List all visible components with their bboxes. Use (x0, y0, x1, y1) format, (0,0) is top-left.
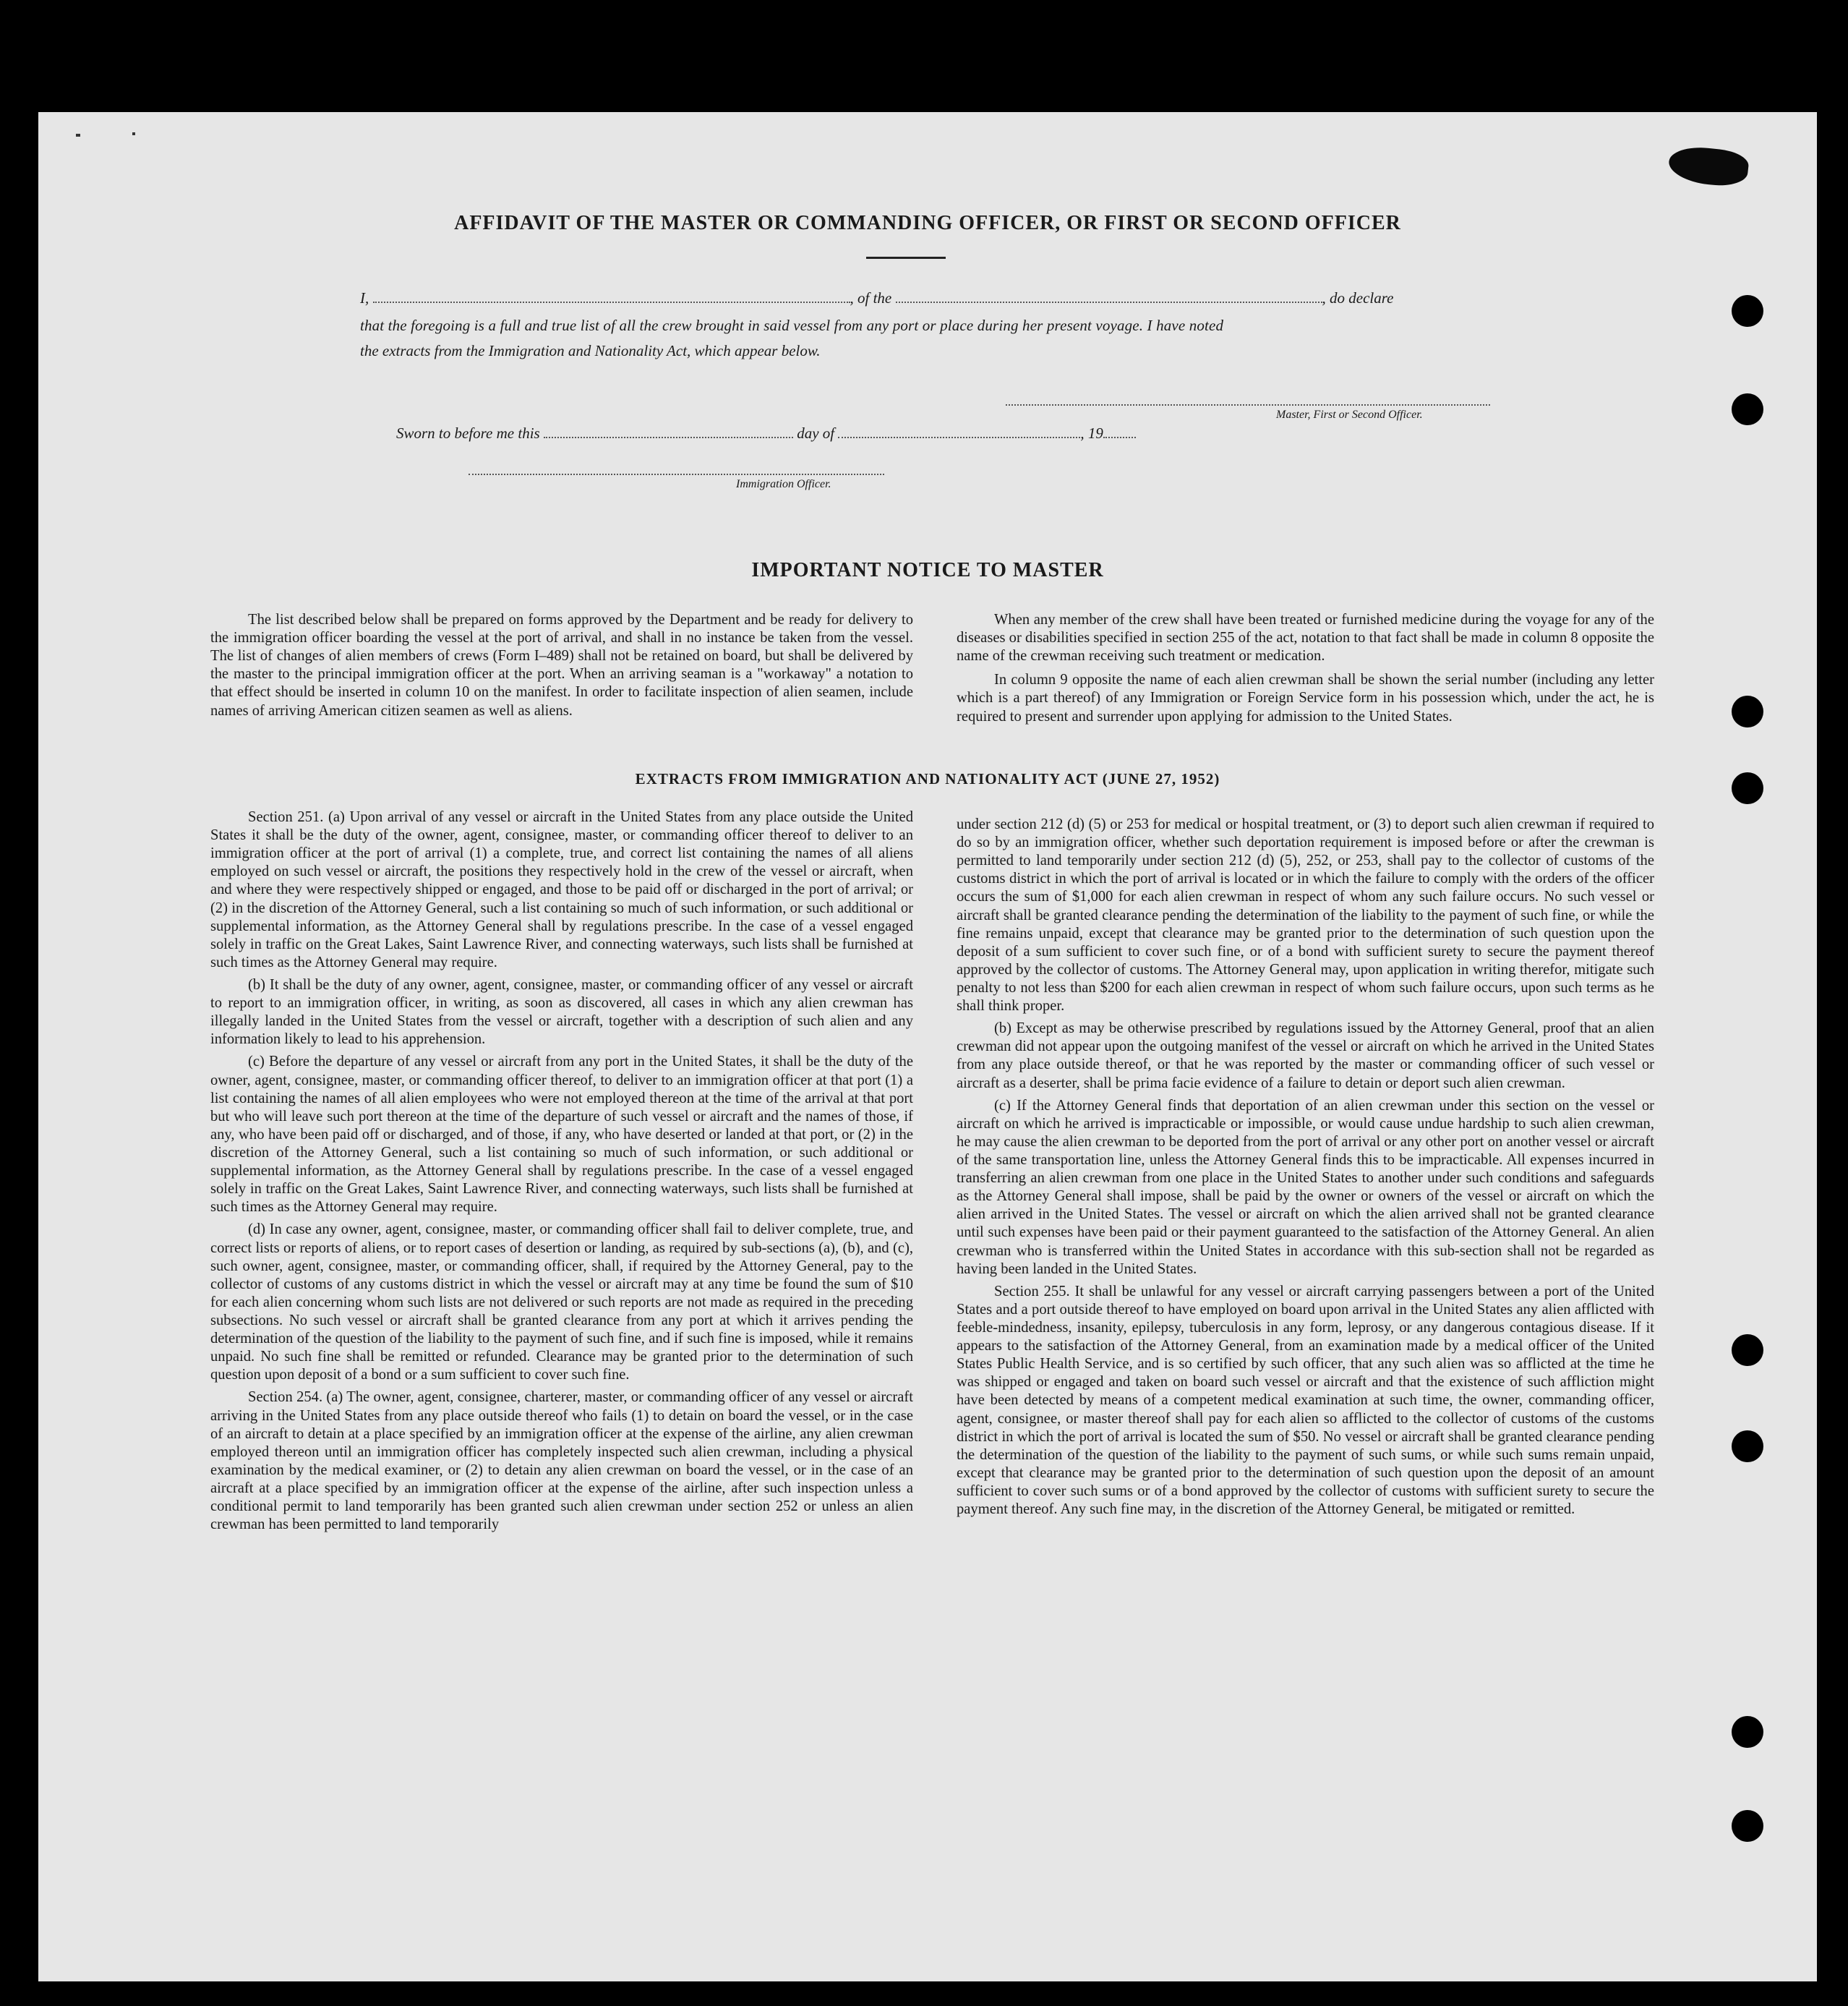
sworn-line (396, 424, 1136, 443)
section-251-a: Section 251. (a) Upon arrival of any vessel or aircraft in the United States from any place outside the United States it shall be the duty of the owner, agent, consignee, master, or commanding officer thereof to deliver to an immigration officer at the port of arrival (1) a complete, true, and correct list containing the names of all aliens employed on such vessel or aircraft, the positions they respectively hold in the crew of the vessel or aircraft, when and where they were respectively shipped or engaged, and those to be paid off or discharged in the port of arrival; or (2) in the discretion of the Attorney General, such a list containing so much of such information, or such additional or supplemental information, as the Attorney General shall by regulations prescribe. In the case of a vessel engaged solely in traffic on the Great Lakes, Saint Lawrence River, and connecting waterways, such lists shall be furnished at such times as the Attorney General may require. (210, 809, 913, 970)
notice-title: IMPORTANT NOTICE TO MASTER (751, 559, 1104, 581)
notice-right-paragraph-2: In column 9 opposite the name of each alien crewman shall be shown the serial number (including any letter which is a part thereof) of any Immigration or Foreign Service form in his possession which, under the act, he is required to present and surrender upon applying for admission to the United States. (957, 672, 1654, 725)
declaration-line-2: that the foregoing is a full and true list of all the crew brought in said vessel from any port or place during her present voyage. I have noted (360, 317, 1224, 334)
officer-signature-line (469, 474, 884, 475)
immigration-officer-caption: Immigration Officer. (736, 478, 831, 490)
section-254-a: Section 254. (a) The owner, agent, consignee, charterer, master, or commanding officer of any vessel or aircraft arriving in the United States from any place outside thereof who fails (1) to detain on board the vessel, or in the case of an aircraft to detain at a place specified by an immigration officer at the expense of the airline, any alien crewman employed thereon until an immigration officer has completely inspected such alien crewman, including a physical examination by the medical examiner, or (2) to detain any alien crewman on board the vessel, or in the case of an aircraft at a place specified by an immigration officer at the expense of the airline, after such inspection unless a conditional permit to land temporarily has been granted such alien crewman under section 252 or unless an alien crewman has been permitted to land temporarily (210, 1389, 913, 1533)
punch-hole (1732, 393, 1763, 425)
document-page (38, 112, 1817, 1981)
section-254-c: (c) If the Attorney General finds that deportation of an alien crewman under this section on the vessel or aircraft on which he arrived is impracticable or impossible, or would cause undue hardship to such alien crewman, he may cause the alien crewman to be deported from the port of arrival or any other port on another vessel or aircraft of the same transportation line, unless the Attorney General finds this to be impracticable. All expenses incurred in transferring an alien crewman from one place in the United States to another under such conditions and safeguards as the Attorney General shall impose, shall be paid by the owner or owners of the vessel or aircraft on which the alien arrived in the United States. The vessel or aircraft on which the alien arrived shall not be granted clearance until such expenses have been paid or their payment guaranteed to the satisfaction of the Attorney General. An alien crewman who is transferred within the United States in accordance with this sub-section shall not be regarded as having been landed in the United States. (957, 1097, 1654, 1277)
notice-right-column (957, 611, 1654, 730)
master-signature-line (1006, 404, 1490, 406)
title-rule (866, 257, 946, 259)
vessel-blank (896, 291, 1322, 303)
do-declare-label: , do declare (1322, 289, 1394, 307)
punch-hole (1732, 696, 1763, 727)
speck (132, 132, 135, 135)
declaration-line-3: the extracts from the Immigration and Nationality Act, which appear below. (360, 342, 821, 359)
section-251-b: (b) It shall be the duty of any owner, agent, consignee, master, or commanding officer of any vessel or aircraft to report to an immigration officer, in writing, as soon as discovered, all cases in which any alien crewman has illegally landed in the United States from the vessel or aircraft, together with a description of such alien and any information likely to lead to his apprehension. (210, 976, 913, 1048)
name-blank (373, 291, 850, 303)
punch-hole (1732, 1716, 1763, 1748)
extracts-left-column (210, 808, 913, 1538)
sworn-label: Sworn to before me this (396, 424, 540, 442)
punch-hole (1732, 1810, 1763, 1842)
section-254-b: (b) Except as may be otherwise prescribed by regulations issued by the Attorney General, proof that an alien crewman did not appear upon the outgoing manifest of the vessel or aircraft on which he arrived in the United States from any place outside thereof, or that he was reported by the master or commanding officer of such vessel or aircraft as a deserter, shall be prima facie evidence of a failure to detain or deport such alien crewman. (957, 1020, 1654, 1091)
ink-smudge (1667, 144, 1750, 188)
declaration-i: I, (360, 289, 369, 307)
notice-left-column (210, 611, 913, 725)
extracts-title: EXTRACTS FROM IMMIGRATION AND NATIONALITY ACT (JUNE 27, 1952) (635, 770, 1220, 788)
affidavit-title: AFFIDAVIT OF THE MASTER OR COMMANDING OFFICER, OR FIRST OR SECOND OFFICER (454, 212, 1401, 234)
section-251-c: (c) Before the departure of any vessel or aircraft from any port in the United States, it shall be the duty of the owner, agent, consignee, master, or commanding officer thereof, to deliver to an immigration officer at that port (1) a list containing the names of all alien employees who were not employed thereon at the time of the arrival at that port but who will leave such port thereon at the time of the departure of such vessel or aircraft and the names of those, if any, who have been paid off or discharged, and of those, if any, who have deserted or landed at that port, or (2) in the discretion of the Attorney General, such a list containing so much of such information, or such additional or supplemental information, as the Attorney General shall by regulations prescribe. In the case of a vessel engaged solely in traffic on the Great Lakes, Saint Lawrence River, and connecting waterways, such lists shall be furnished at such times as the Attorney General may require. (210, 1054, 913, 1216)
punch-hole (1732, 1430, 1763, 1462)
section-254-a-continued: under section 212 (d) (5) or 253 for medical or hospital treatment, or (3) to deport such alien crewman if required to do so by an immigration officer, whether such deportation requirement is imposed before or after the crewman is permitted to land temporarily under section 212 (d) (5), 252, or 253, shall pay to the collector of customs of the customs district in which the port of arrival is located or in which the failure to comply with the orders of the officer occurs the sum of $1,000 for each alien crewman in respect of whom any such failure occurs. No such vessel or aircraft shall be granted clearance pending the determination of the liability to the payment of such fine, or while the fine remains unpaid, except that clearance may be granted prior to the determination of such question upon the deposit of a sum sufficient to cover such fine, or of a bond with sufficient surety to secure the payment thereof approved by the collector of customs. The Attorney General may, upon application in writing therefor, mitigate such penalty to not less than $200 for each alien crewman in respect of whom such failure occurs, upon such terms as he shall think proper. (957, 816, 1654, 1015)
month-blank (838, 427, 1080, 438)
punch-hole (1732, 295, 1763, 327)
notice-left-paragraph: The list described below shall be prepared on forms approved by the Department and be ready for delivery to the immigration officer boarding the vessel at the port of arrival, and shall in no instance be taken from the vessel. The list of changes of alien members of crews (Form I–489) shall not be retained on board, but shall be delivered by the master to the principal immigration officer at the port. When an arriving seaman is a "workaway" a notation to that effect should be inserted in column 10 on the manifest. In order to facilitate inspection of alien seamen, include names of arriving American citizen seamen as well as aliens. (210, 612, 913, 719)
year-blank (1103, 427, 1136, 438)
declaration-line (360, 289, 1531, 307)
extracts-right-column (957, 816, 1654, 1523)
day-of-label: day of (797, 424, 835, 442)
sworn-day-blank (544, 427, 793, 438)
section-251-d: (d) In case any owner, agent, consignee, master, or commanding officer shall fail to deliver complete, true, and correct lists or reports of aliens, or to report cases of desertion or landing, as required by sub-sections (a), (b), and (c), such owner, agent, consignee, master, or commanding officer, shall, if required by the Attorney General, pay to the collector of customs of any customs district in which the vessel or aircraft may at any time be found the sum of $10 for each alien concerning whom such lists are not delivered or such reports are not made as required in the preceding subsections. No such vessel or aircraft shall be granted clearance from any port at which it arrives pending the determination of the question of the liability to the payment of such fine, and if such fine is imposed, while it remains unpaid. No such fine shall be remitted or refunded. Clearance may be granted prior to the determination of such question upon deposit of a bond or a sum sufficient to cover such fine. (210, 1221, 913, 1383)
section-255: Section 255. It shall be unlawful for any vessel or aircraft carrying passengers between a port of the United States and a port outside thereof to have employed on board upon arrival in the United States any alien afflicted with feeble-mindedness, insanity, epilepsy, tuberculosis in any form, leprosy, or any dangerous contagious disease. If it appears to the satisfaction of the Attorney General, from an examination made by a medical officer of the United States Public Health Service, and is so certified by such officer, that any such alien was so afflicted at the time he was shipped or engaged and taken on board such vessel or aircraft and that the existence of such affliction might have been detected by means of a competent medical examination at such time, the owner, commanding officer, agent, consignee, or master thereof shall pay for each alien so afflicted to the collector of customs of the customs district in which the port of arrival is located the sum of $50. No vessel or aircraft shall be granted clearance pending the determination of the question of the liability to the payment of such sums, or while such sums remain unpaid, except that clearance may be granted prior to the determination of such question upon the deposit of an amount sufficient to cover such sums or of a bond approved by the collector of customs with sufficient surety to secure the payment thereof. Any such fine may, in the discretion of the Attorney General, be mitigated or remitted. (957, 1283, 1654, 1518)
year-label: , 19 (1080, 424, 1103, 442)
master-caption: Master, First or Second Officer. (1276, 409, 1423, 421)
of-the-label: , of the (850, 289, 892, 307)
notice-right-paragraph-1: When any member of the crew shall have been treated or furnished medicine during the voyage for any of the diseases or disabilities specified in section 255 of the act, notation to that fact shall be made in column 8 opposite the name of the crewman receiving such treatment or medication. (957, 612, 1654, 665)
punch-hole (1732, 1334, 1763, 1366)
speck (76, 134, 80, 137)
